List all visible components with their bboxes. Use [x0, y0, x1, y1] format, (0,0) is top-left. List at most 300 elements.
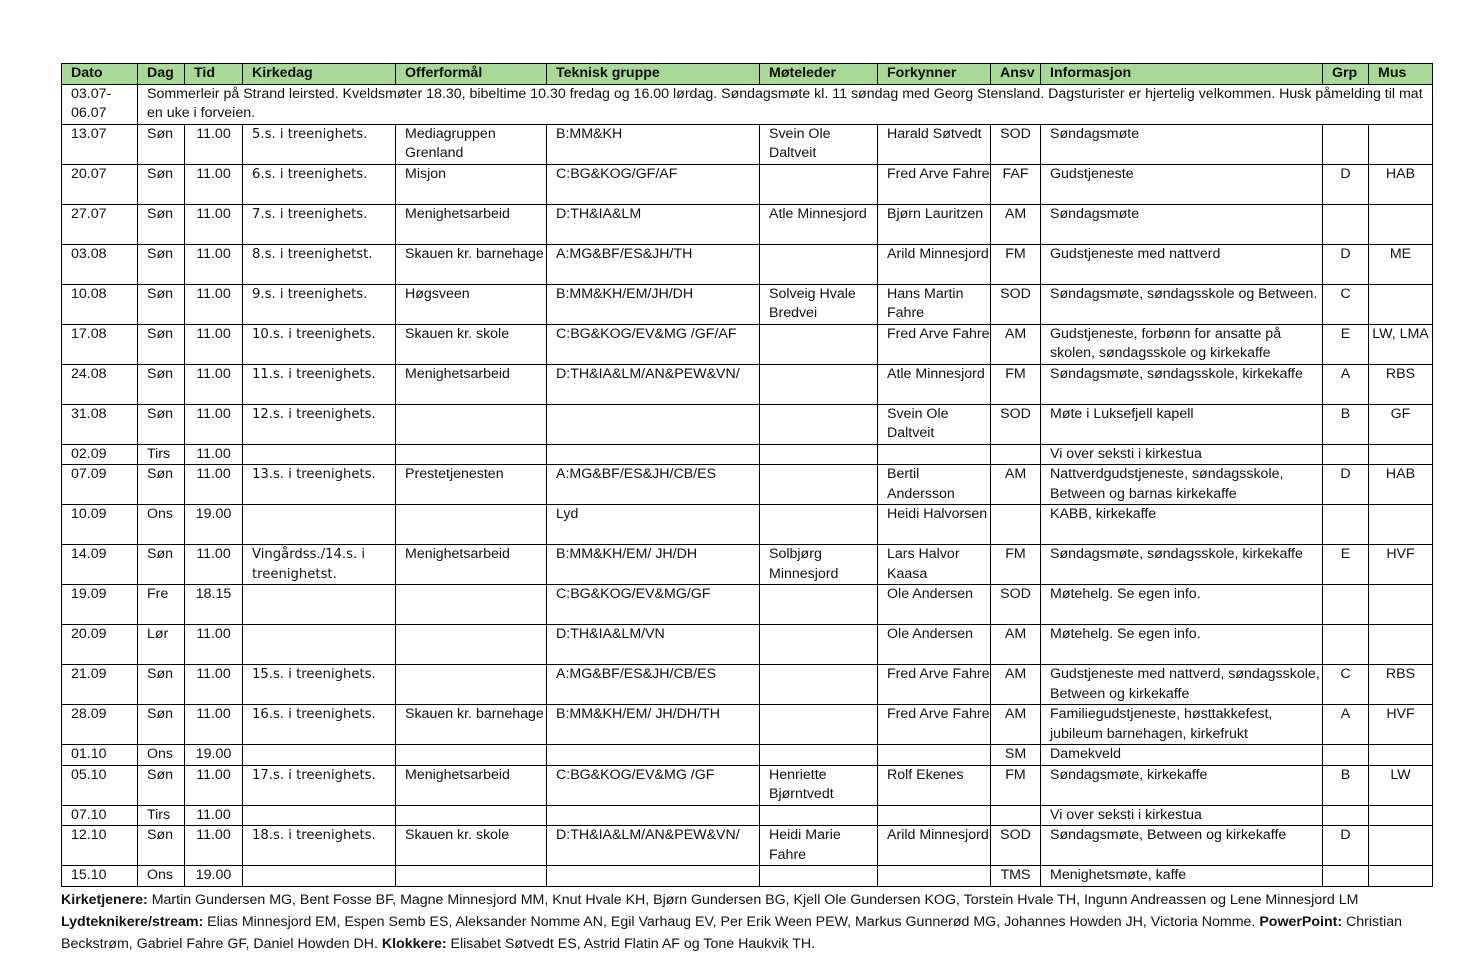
cell-mus: HAB	[1369, 164, 1433, 204]
cell-tid: 11.00	[185, 805, 243, 826]
cell-ansv: SOD	[991, 124, 1041, 164]
cell-moteleder	[760, 705, 878, 745]
cell-ansv	[991, 805, 1041, 826]
cell-dato: 20.09	[62, 625, 138, 665]
cell-ansv: SOD	[991, 404, 1041, 444]
cell-offerformal: Skauen kr. skole	[396, 324, 547, 364]
cell-moteleder: Henriette Bjørntvedt	[760, 765, 878, 805]
cell-forkynner: Svein Ole Daltveit	[878, 404, 991, 444]
cell-kirkedag: 9.s. i treenighets.	[243, 284, 396, 324]
cell-grp: E	[1323, 324, 1369, 364]
cell-teknisk-gruppe	[547, 866, 760, 887]
cell-grp	[1323, 585, 1369, 625]
cell-dato: 03.08	[62, 244, 138, 284]
cell-informasjon: Søndagsmøte, søndagsskole, kirkekaffe	[1041, 364, 1323, 404]
cell-informasjon: Gudstjeneste med nattverd, søndagsskole, Between og kirkekaffe	[1041, 665, 1323, 705]
table-row	[62, 705, 1433, 745]
cell-moteleder: Svein Ole Daltveit	[760, 124, 878, 164]
header-grp: Grp	[1323, 64, 1369, 85]
cell-dato: 20.07	[62, 164, 138, 204]
cell-mus: LW, LMA	[1369, 324, 1433, 364]
cell-tid: 11.00	[185, 826, 243, 866]
cell-summer-camp-info: Sommerleir på Strand leirsted. Kveldsmøter 18.30, bibeltime 10.30 fredag og 16.00 lørdag. Søndagsmøte kl. 11 søndag med Georg Stensland. Dagsturister er hjertelig velkommen. Husk påmelding til mat en uke i forveien.	[138, 84, 1433, 124]
cell-grp: A	[1323, 705, 1369, 745]
cell-informasjon: Familiegudstjeneste, høsttakkefest, jubileum barnehagen, kirkefrukt	[1041, 705, 1323, 745]
cell-teknisk-gruppe: C:BG&KOG/EV&MG /GF	[547, 765, 760, 805]
cell-ansv: AM	[991, 625, 1041, 665]
cell-dato: 07.10	[62, 805, 138, 826]
cell-dato: 24.08	[62, 364, 138, 404]
cell-offerformal	[396, 745, 547, 766]
cell-tid: 11.00	[185, 444, 243, 465]
cell-dato: 27.07	[62, 204, 138, 244]
cell-kirkedag: 12.s. i treenighets.	[243, 404, 396, 444]
cell-teknisk-gruppe: C:BG&KOG/GF/AF	[547, 164, 760, 204]
cell-offerformal: Skauen kr. barnehage	[396, 705, 547, 745]
cell-informasjon: Vi over seksti i kirkestua	[1041, 444, 1323, 465]
cell-dato: 07.09	[62, 465, 138, 505]
cell-forkynner: Bjørn Lauritzen	[878, 204, 991, 244]
schedule-table	[61, 63, 1433, 887]
cell-mus	[1369, 866, 1433, 887]
cell-forkynner: Harald Søtvedt	[878, 124, 991, 164]
cell-mus	[1369, 805, 1433, 826]
cell-tid: 11.00	[185, 204, 243, 244]
table-row	[62, 164, 1433, 204]
cell-kirkedag: 16.s. i treenighets.	[243, 705, 396, 745]
table-row	[62, 465, 1433, 505]
table-row	[62, 745, 1433, 766]
cell-dag: Søn	[138, 324, 185, 364]
cell-mus: RBS	[1369, 364, 1433, 404]
cell-grp	[1323, 124, 1369, 164]
cell-moteleder	[760, 404, 878, 444]
cell-informasjon: Møtehelg. Se egen info.	[1041, 625, 1323, 665]
cell-mus: GF	[1369, 404, 1433, 444]
cell-informasjon: Vi over seksti i kirkestua	[1041, 805, 1323, 826]
cell-teknisk-gruppe: C:BG&KOG/EV&MG/GF	[547, 585, 760, 625]
lyd-list: Elias Minnesjord EM, Espen Semb ES, Aleksander Nomme AN, Egil Varhaug EV, Per Erik Ween PEW, Markus Gunnerød MG, Johannes Howden JH, Victoria Nomme.	[203, 913, 1260, 930]
cell-offerformal	[396, 505, 547, 545]
cell-tid: 11.00	[185, 765, 243, 805]
cell-moteleder	[760, 745, 878, 766]
cell-ansv: TMS	[991, 866, 1041, 887]
cell-teknisk-gruppe: Lyd	[547, 505, 760, 545]
cell-teknisk-gruppe: B:MM&KH/EM/ JH/DH/TH	[547, 705, 760, 745]
cell-dato: 01.10	[62, 745, 138, 766]
cell-dag: Søn	[138, 705, 185, 745]
cell-dato: 03.07- 06.07	[62, 84, 138, 124]
cell-ansv: FM	[991, 364, 1041, 404]
cell-forkynner: Heidi Halvorsen	[878, 505, 991, 545]
cell-dato: 15.10	[62, 866, 138, 887]
cell-teknisk-gruppe: A:MG&BF/ES&JH/TH	[547, 244, 760, 284]
cell-kirkedag: Vingårdss./14.s. i treenighetst.	[243, 545, 396, 585]
cell-teknisk-gruppe: D:TH&IA&LM/AN&PEW&VN/	[547, 364, 760, 404]
cell-teknisk-gruppe	[547, 745, 760, 766]
cell-kirkedag: 13.s. i treenighets.	[243, 465, 396, 505]
cell-teknisk-gruppe: D:TH&IA&LM	[547, 204, 760, 244]
cell-kirkedag	[243, 444, 396, 465]
cell-teknisk-gruppe: D:TH&IA&LM/AN&PEW&VN/	[547, 826, 760, 866]
cell-offerformal: Prestetjenesten	[396, 465, 547, 505]
table-row	[62, 324, 1433, 364]
cell-grp: C	[1323, 284, 1369, 324]
cell-offerformal	[396, 866, 547, 887]
cell-grp	[1323, 505, 1369, 545]
cell-dato: 19.09	[62, 585, 138, 625]
cell-informasjon: KABB, kirkekaffe	[1041, 505, 1323, 545]
cell-moteleder	[760, 625, 878, 665]
cell-offerformal: Menighetsarbeid	[396, 765, 547, 805]
cell-grp	[1323, 805, 1369, 826]
cell-informasjon: Gudstjeneste med nattverd	[1041, 244, 1323, 284]
table-row	[62, 444, 1433, 465]
cell-offerformal	[396, 585, 547, 625]
cell-kirkedag: 18.s. i treenighets.	[243, 826, 396, 866]
cell-mus: RBS	[1369, 665, 1433, 705]
cell-grp: D	[1323, 826, 1369, 866]
cell-tid: 19.00	[185, 745, 243, 766]
cell-tid: 11.00	[185, 705, 243, 745]
kirketjenere-label: Kirketjenere:	[61, 891, 148, 908]
cell-tid: 11.00	[185, 404, 243, 444]
cell-forkynner: Fred Arve Fahre	[878, 324, 991, 364]
cell-moteleder	[760, 505, 878, 545]
cell-teknisk-gruppe: B:MM&KH	[547, 124, 760, 164]
cell-mus: ME	[1369, 244, 1433, 284]
table-row	[62, 585, 1433, 625]
cell-informasjon: Søndagsmøte	[1041, 124, 1323, 164]
cell-offerformal	[396, 404, 547, 444]
cell-kirkedag: 7.s. i treenighets.	[243, 204, 396, 244]
cell-tid: 11.00	[185, 284, 243, 324]
cell-kirkedag: 8.s. i treenighetst.	[243, 244, 396, 284]
cell-informasjon: Søndagsmøte, Between og kirkekaffe	[1041, 826, 1323, 866]
cell-grp	[1323, 745, 1369, 766]
cell-teknisk-gruppe: A:MG&BF/ES&JH/CB/ES	[547, 465, 760, 505]
cell-forkynner: Ole Andersen	[878, 585, 991, 625]
cell-mus: HVF	[1369, 705, 1433, 745]
cell-kirkedag: 10.s. i treenighets.	[243, 324, 396, 364]
cell-ansv: FM	[991, 244, 1041, 284]
cell-teknisk-gruppe: B:MM&KH/EM/ JH/DH	[547, 545, 760, 585]
cell-kirkedag: 5.s. i treenighets.	[243, 124, 396, 164]
cell-moteleder	[760, 444, 878, 465]
cell-dato: 02.09	[62, 444, 138, 465]
cell-dag: Søn	[138, 765, 185, 805]
cell-forkynner	[878, 805, 991, 826]
table-row	[62, 805, 1433, 826]
cell-grp	[1323, 625, 1369, 665]
cell-ansv: SOD	[991, 585, 1041, 625]
cell-grp: B	[1323, 404, 1369, 444]
cell-dag: Tirs	[138, 805, 185, 826]
header-teknisk-gruppe: Teknisk gruppe	[547, 64, 760, 85]
table-row	[62, 826, 1433, 866]
cell-tid: 11.00	[185, 465, 243, 505]
header-informasjon: Informasjon	[1041, 64, 1323, 85]
cell-mus: HAB	[1369, 465, 1433, 505]
cell-forkynner: Ole Andersen	[878, 625, 991, 665]
cell-mus	[1369, 625, 1433, 665]
cell-forkynner	[878, 444, 991, 465]
cell-informasjon: Gudstjeneste	[1041, 164, 1323, 204]
cell-grp	[1323, 444, 1369, 465]
cell-kirkedag	[243, 625, 396, 665]
cell-offerformal: Mediagruppen Grenland	[396, 124, 547, 164]
cell-forkynner: Fred Arve Fahre	[878, 164, 991, 204]
cell-dag: Søn	[138, 124, 185, 164]
cell-ansv: AM	[991, 204, 1041, 244]
cell-dag: Ons	[138, 505, 185, 545]
cell-tid: 11.00	[185, 625, 243, 665]
header-row	[62, 64, 1433, 85]
klokkere-list: Elisabet Søtvedt ES, Astrid Flatin AF og Tone Haukvik TH.	[446, 935, 816, 952]
cell-forkynner: Fred Arve Fahre	[878, 705, 991, 745]
cell-teknisk-gruppe: D:TH&IA&LM/VN	[547, 625, 760, 665]
cell-informasjon: Gudstjeneste, forbønn for ansatte på skolen, søndagsskole og kirkekaffe	[1041, 324, 1323, 364]
table-row	[62, 284, 1433, 324]
header-forkynner: Forkynner	[878, 64, 991, 85]
cell-ansv: SOD	[991, 826, 1041, 866]
cell-forkynner: Bertil Andersson	[878, 465, 991, 505]
cell-offerformal	[396, 665, 547, 705]
cell-informasjon: Søndagsmøte	[1041, 204, 1323, 244]
cell-offerformal: Menighetsarbeid	[396, 204, 547, 244]
cell-informasjon: Søndagsmøte, søndagsskole og Between.	[1041, 284, 1323, 324]
cell-moteleder	[760, 364, 878, 404]
cell-dag: Søn	[138, 244, 185, 284]
klokkere-label: Klokkere:	[381, 935, 447, 952]
cell-offerformal	[396, 805, 547, 826]
cell-tid: 18.15	[185, 585, 243, 625]
cell-moteleder	[760, 805, 878, 826]
cell-ansv: AM	[991, 324, 1041, 364]
cell-kirkedag: 17.s. i treenighets.	[243, 765, 396, 805]
cell-tid: 11.00	[185, 545, 243, 585]
cell-ansv: AM	[991, 705, 1041, 745]
cell-mus	[1369, 284, 1433, 324]
cell-offerformal: Misjon	[396, 164, 547, 204]
cell-dag: Søn	[138, 665, 185, 705]
header-tid: Tid	[185, 64, 243, 85]
cell-dag: Søn	[138, 465, 185, 505]
cell-dato: 10.09	[62, 505, 138, 545]
table-row-summer-camp	[62, 84, 1433, 124]
cell-informasjon: Søndagsmøte, søndagsskole, kirkekaffe	[1041, 545, 1323, 585]
cell-informasjon: Møtehelg. Se egen info.	[1041, 585, 1323, 625]
cell-dato: 10.08	[62, 284, 138, 324]
cell-forkynner	[878, 745, 991, 766]
cell-mus	[1369, 505, 1433, 545]
cell-grp: C	[1323, 665, 1369, 705]
cell-tid: 11.00	[185, 164, 243, 204]
cell-dag: Lør	[138, 625, 185, 665]
cell-kirkedag	[243, 505, 396, 545]
cell-dag: Søn	[138, 826, 185, 866]
cell-mus	[1369, 585, 1433, 625]
cell-offerformal: Skauen kr. barnehage	[396, 244, 547, 284]
cell-moteleder	[760, 866, 878, 887]
header-offerformal: Offerformål	[396, 64, 547, 85]
cell-forkynner: Arild Minnesjord	[878, 826, 991, 866]
table-row	[62, 244, 1433, 284]
cell-dato: 28.09	[62, 705, 138, 745]
cell-grp: D	[1323, 164, 1369, 204]
cell-teknisk-gruppe: A:MG&BF/ES&JH/CB/ES	[547, 665, 760, 705]
cell-grp: A	[1323, 364, 1369, 404]
table-row	[62, 505, 1433, 545]
cell-ansv: SM	[991, 745, 1041, 766]
cell-dag: Fre	[138, 585, 185, 625]
header-moteleder: Møteleder	[760, 64, 878, 85]
cell-grp	[1323, 866, 1369, 887]
cell-mus	[1369, 745, 1433, 766]
cell-dag: Søn	[138, 364, 185, 404]
cell-teknisk-gruppe	[547, 404, 760, 444]
cell-kirkedag	[243, 805, 396, 826]
cell-teknisk-gruppe: C:BG&KOG/EV&MG /GF/AF	[547, 324, 760, 364]
cell-tid: 19.00	[185, 505, 243, 545]
cell-kirkedag	[243, 585, 396, 625]
cell-ansv	[991, 444, 1041, 465]
cell-mus	[1369, 826, 1433, 866]
cell-dato: 31.08	[62, 404, 138, 444]
cell-tid: 19.00	[185, 866, 243, 887]
header-ansv: Ansv	[991, 64, 1041, 85]
cell-mus	[1369, 444, 1433, 465]
schedule-document	[61, 63, 1432, 955]
cell-grp: D	[1323, 465, 1369, 505]
footer-credits	[61, 889, 1441, 955]
cell-ansv	[991, 505, 1041, 545]
cell-teknisk-gruppe	[547, 805, 760, 826]
cell-tid: 11.00	[185, 364, 243, 404]
cell-informasjon: Søndagsmøte, kirkekaffe	[1041, 765, 1323, 805]
cell-offerformal: Skauen kr. skole	[396, 826, 547, 866]
table-row	[62, 665, 1433, 705]
cell-kirkedag: 15.s. i treenighets.	[243, 665, 396, 705]
table-row	[62, 866, 1433, 887]
table-row	[62, 364, 1433, 404]
cell-grp: D	[1323, 244, 1369, 284]
kirketjenere-list: Martin Gundersen MG, Bent Fosse BF, Magne Minnesjord MM, Knut Hvale KH, Bjørn Gundersen BG, Kjell Ole Gundersen KOG, Torstein Hvale TH, Ingunn Andreassen og Lene Minnesjord LM	[147, 891, 1359, 908]
cell-dato: 17.08	[62, 324, 138, 364]
cell-ansv: SOD	[991, 284, 1041, 324]
cell-informasjon: Møte i Luksefjell kapell	[1041, 404, 1323, 444]
cell-kirkedag	[243, 745, 396, 766]
cell-moteleder	[760, 465, 878, 505]
cell-forkynner: Atle Minnesjord	[878, 364, 991, 404]
table-row	[62, 545, 1433, 585]
cell-informasjon: Nattverdgudstjeneste, søndagsskole, Between og barnas kirkekaffe	[1041, 465, 1323, 505]
cell-ansv: FM	[991, 545, 1041, 585]
powerpoint-list: Christian Beckstrøm, Gabriel Fahre GF, Daniel Howden DH.	[61, 913, 1403, 952]
cell-ansv: FAF	[991, 164, 1041, 204]
cell-grp: E	[1323, 545, 1369, 585]
cell-informasjon: Menighetsmøte, kaffe	[1041, 866, 1323, 887]
cell-tid: 11.00	[185, 244, 243, 284]
cell-grp	[1323, 204, 1369, 244]
cell-dag: Søn	[138, 164, 185, 204]
header-dag: Dag	[138, 64, 185, 85]
cell-dag: Ons	[138, 745, 185, 766]
cell-dato: 12.10	[62, 826, 138, 866]
header-mus: Mus	[1369, 64, 1433, 85]
cell-moteleder: Atle Minnesjord	[760, 204, 878, 244]
cell-mus: HVF	[1369, 545, 1433, 585]
cell-dato: 21.09	[62, 665, 138, 705]
cell-teknisk-gruppe	[547, 444, 760, 465]
cell-forkynner	[878, 866, 991, 887]
cell-kirkedag	[243, 866, 396, 887]
cell-moteleder	[760, 244, 878, 284]
cell-moteleder	[760, 324, 878, 364]
table-row	[62, 625, 1433, 665]
cell-forkynner: Hans Martin Fahre	[878, 284, 991, 324]
cell-offerformal: Høgsveen	[396, 284, 547, 324]
cell-moteleder: Solbjørg Minnesjord	[760, 545, 878, 585]
cell-moteleder: Heidi Marie Fahre	[760, 826, 878, 866]
cell-moteleder	[760, 164, 878, 204]
cell-moteleder	[760, 665, 878, 705]
cell-ansv: FM	[991, 765, 1041, 805]
cell-tid: 11.00	[185, 665, 243, 705]
cell-ansv: AM	[991, 665, 1041, 705]
cell-kirkedag: 6.s. i treenighets.	[243, 164, 396, 204]
header-dato: Dato	[62, 64, 138, 85]
cell-informasjon: Damekveld	[1041, 745, 1323, 766]
table-row	[62, 404, 1433, 444]
cell-offerformal	[396, 444, 547, 465]
header-kirkedag: Kirkedag	[243, 64, 396, 85]
cell-dato: 13.07	[62, 124, 138, 164]
cell-offerformal: Menighetsarbeid	[396, 364, 547, 404]
table-row	[62, 124, 1433, 164]
cell-dag: Ons	[138, 866, 185, 887]
cell-tid: 11.00	[185, 124, 243, 164]
cell-dag: Søn	[138, 204, 185, 244]
cell-moteleder: Solveig Hvale Bredvei	[760, 284, 878, 324]
lyd-label: Lydteknikere/stream:	[61, 913, 204, 930]
cell-dato: 14.09	[62, 545, 138, 585]
cell-mus	[1369, 124, 1433, 164]
cell-mus	[1369, 204, 1433, 244]
cell-ansv: AM	[991, 465, 1041, 505]
powerpoint-label: PowerPoint:	[1259, 913, 1343, 930]
cell-dag: Søn	[138, 404, 185, 444]
cell-mus: LW	[1369, 765, 1433, 805]
cell-grp: B	[1323, 765, 1369, 805]
cell-forkynner: Arild Minnesjord	[878, 244, 991, 284]
cell-dag: Søn	[138, 284, 185, 324]
cell-forkynner: Fred Arve Fahre	[878, 665, 991, 705]
cell-dag: Tirs	[138, 444, 185, 465]
cell-dato: 05.10	[62, 765, 138, 805]
cell-dag: Søn	[138, 545, 185, 585]
cell-kirkedag: 11.s. i treenighets.	[243, 364, 396, 404]
cell-offerformal	[396, 625, 547, 665]
cell-offerformal: Menighetsarbeid	[396, 545, 547, 585]
table-row	[62, 765, 1433, 805]
cell-forkynner: Lars Halvor Kaasa	[878, 545, 991, 585]
cell-forkynner: Rolf Ekenes	[878, 765, 991, 805]
cell-teknisk-gruppe: B:MM&KH/EM/JH/DH	[547, 284, 760, 324]
cell-tid: 11.00	[185, 324, 243, 364]
cell-moteleder	[760, 585, 878, 625]
table-row	[62, 204, 1433, 244]
